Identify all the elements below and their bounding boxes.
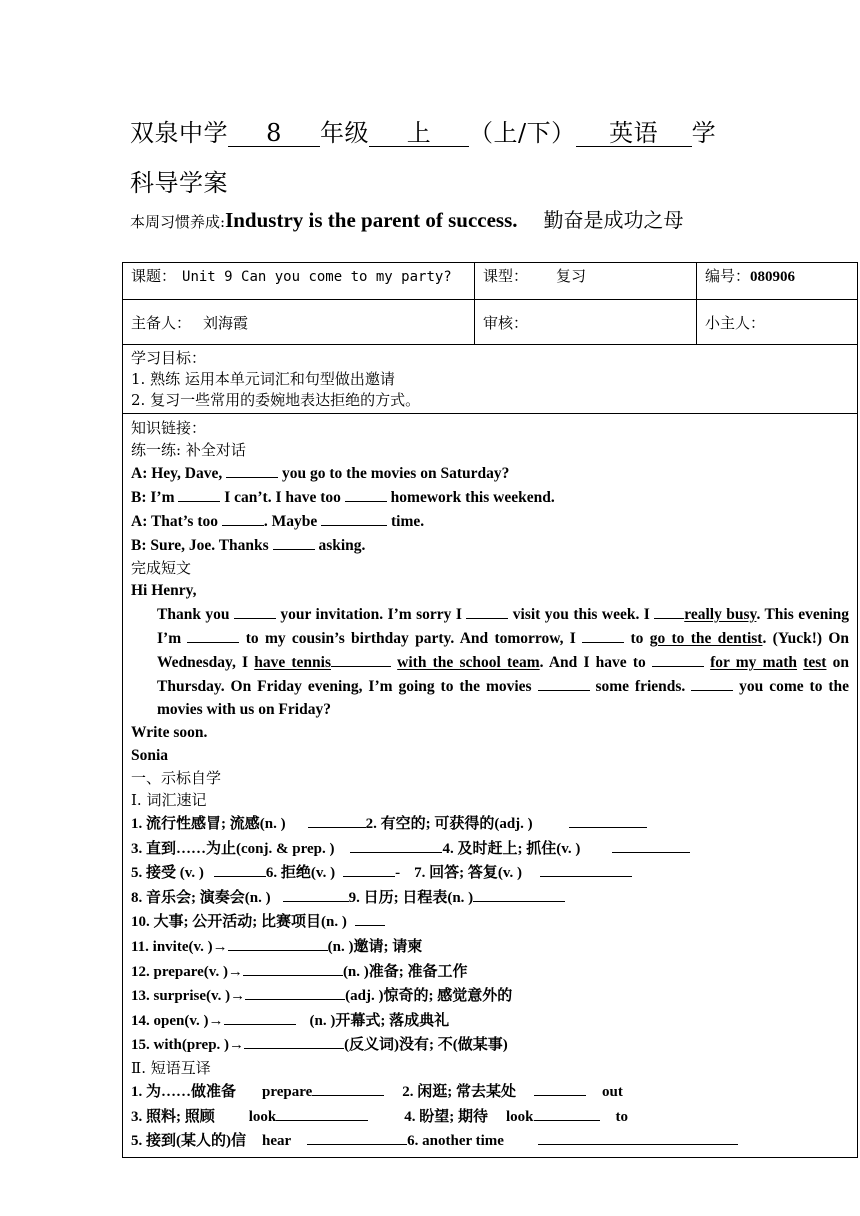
- phrase-heading: Ⅱ. 短语互译: [131, 1058, 211, 1077]
- topic-label: 课题：: [131, 267, 177, 285]
- preparer-value: 刘海霞: [203, 314, 249, 332]
- vocab-line: 10. 大事; 公开活动; 比赛项目(n. ): [131, 909, 849, 934]
- topic-cell: [123, 263, 475, 299]
- vocab-line: 13. surprise(v. )→ (adj. )惊奇的; 感觉意外的: [131, 983, 849, 1008]
- answer-blank[interactable]: [345, 485, 387, 502]
- grade-field: 8: [228, 120, 320, 147]
- weekly-habit: [130, 204, 684, 233]
- topic-value: Unit 9 Can you come to my party?: [182, 269, 452, 285]
- habit-motto-en: Industry is the parent of success.: [225, 208, 518, 232]
- letter-signature: Sonia: [131, 747, 169, 764]
- main-content: [123, 414, 857, 1157]
- goal-item: 1. 熟练 运用本单元词汇和句型做出邀请: [131, 370, 395, 388]
- letter-greeting: Hi Henry,: [131, 582, 197, 599]
- host-cell: [697, 300, 857, 344]
- dialog-line: B: I’m I can’t. I have too homework this weekend.: [131, 485, 849, 509]
- answer-blank[interactable]: [321, 509, 387, 526]
- number-cell: [697, 263, 857, 299]
- answer-blank[interactable]: [538, 674, 590, 691]
- letter-body: Thank you your invitation. I’m sorry I visit you this week. I really busy. This evening I’m to my cousin’s birthday party. And tomorrow, I to go to the dentist. (Yuck!) On Wednesday, I have tennis with the school team. And I have to for my math test on Thursday. On Friday evening, I’m going to the movies some friends. you come to the movies with us on Friday?: [131, 602, 849, 721]
- learning-goals: [123, 345, 857, 414]
- title-line2: 科导学案: [130, 169, 228, 197]
- answer-blank[interactable]: [245, 983, 345, 1000]
- phrase-line: 5. 接到(某人的)信 hear 6. another time: [131, 1128, 849, 1153]
- reviewer-label: 审核：: [483, 314, 529, 332]
- answer-blank[interactable]: [691, 674, 733, 691]
- worksheet-table: [122, 262, 858, 1158]
- answer-blank[interactable]: [276, 1104, 368, 1121]
- subject-suffix: 学: [691, 119, 717, 147]
- answer-blank[interactable]: [534, 1104, 600, 1121]
- school-name: 双泉中学: [130, 119, 228, 147]
- vocab-line: 11. invite(v. )→ (n. )邀请; 请柬: [131, 934, 849, 959]
- habit-label: 本周习惯养成:: [130, 213, 226, 231]
- knowledge-heading: 知识链接：: [131, 419, 207, 437]
- answer-blank[interactable]: [540, 860, 632, 877]
- answer-blank[interactable]: [228, 934, 328, 951]
- vocab-line: 5. 接受 (v. ) 6. 拒绝(v. ) - 7. 回答; 答复(v. ): [131, 860, 849, 885]
- type-cell: [475, 263, 697, 299]
- dialog-line: B: Sure, Joe. Thanks asking.: [131, 533, 849, 557]
- answer-blank[interactable]: [308, 811, 366, 828]
- vocab-heading: Ⅰ. 词汇速记: [131, 791, 207, 809]
- answer-blank[interactable]: [307, 1128, 407, 1145]
- vocab-line: 14. open(v. )→ (n. )开幕式; 落成典礼: [131, 1008, 849, 1033]
- answer-blank[interactable]: [534, 1079, 586, 1096]
- answer-blank[interactable]: [582, 626, 624, 643]
- answer-blank[interactable]: [343, 860, 395, 877]
- dialog-line: A: That’s too . Maybe time.: [131, 509, 849, 533]
- answer-blank[interactable]: [654, 602, 684, 619]
- vocab-line: 3. 直到……为止(conj. & prep. ) 4. 及时赶上; 抓住(v. ): [131, 836, 849, 861]
- goals-heading: 学习目标：: [131, 349, 207, 367]
- host-label: 小主人：: [705, 314, 766, 332]
- letter-closing: Write soon.: [131, 724, 208, 741]
- answer-blank[interactable]: [273, 533, 315, 550]
- info-row-2: [123, 300, 857, 345]
- answer-blank[interactable]: [538, 1128, 738, 1145]
- vocab-line: 1. 流行性感冒; 流感(n. ) 2. 有空的; 可获得的(adj. ): [131, 811, 849, 836]
- answer-blank[interactable]: [355, 909, 385, 926]
- answer-blank[interactable]: [226, 461, 278, 478]
- answer-blank[interactable]: [224, 1008, 296, 1025]
- phrase-line: 1. 为……做准备 prepare 2. 闲逛; 常去某处 out: [131, 1079, 849, 1104]
- preparer-label: 主备人：: [131, 314, 192, 332]
- grade-label: 年级: [320, 119, 369, 147]
- vocab-line: 8. 音乐会; 演奏会(n. ) 9. 日历; 日程表(n. ): [131, 885, 849, 910]
- answer-blank[interactable]: [178, 485, 220, 502]
- answer-blank[interactable]: [283, 885, 349, 902]
- answer-blank[interactable]: [243, 959, 343, 976]
- info-row-1: [123, 263, 857, 300]
- self-study-heading: 一、示标自学: [131, 769, 222, 787]
- preparer-cell: [123, 300, 475, 344]
- answer-blank[interactable]: [466, 602, 508, 619]
- type-value: 复习: [556, 267, 587, 285]
- answer-blank[interactable]: [222, 509, 264, 526]
- cloze-heading: 完成短文: [131, 559, 192, 577]
- vocab-line: 12. prepare(v. )→ (n. )准备; 准备工作: [131, 959, 849, 984]
- answer-blank[interactable]: [350, 836, 442, 853]
- dialog-line: A: Hey, Dave, you go to the movies on Saturday?: [131, 461, 849, 485]
- number-value: 080906: [750, 269, 796, 285]
- answer-blank[interactable]: [234, 602, 276, 619]
- answer-blank[interactable]: [473, 885, 565, 902]
- answer-blank[interactable]: [312, 1079, 384, 1096]
- type-label: 课型：: [483, 267, 529, 285]
- subject-field: 英语: [576, 120, 692, 147]
- answer-blank[interactable]: [652, 650, 704, 667]
- answer-blank[interactable]: [569, 811, 647, 828]
- page-title: [130, 112, 770, 204]
- answer-blank[interactable]: [331, 650, 391, 667]
- answer-blank[interactable]: [244, 1032, 344, 1049]
- number-label: 编号：: [705, 267, 751, 285]
- habit-motto-cn: 勤奋是成功之母: [543, 208, 684, 232]
- reviewer-cell: [475, 300, 697, 344]
- term-hint: （上/下）: [469, 119, 576, 147]
- answer-blank[interactable]: [187, 626, 239, 643]
- goal-item: 2. 复习一些常用的委婉地表达拒绝的方式。: [131, 391, 421, 409]
- practice-heading: 练一练: 补全对话: [131, 441, 246, 459]
- term-field: 上: [369, 120, 469, 147]
- vocab-line: 15. with(prep. )→ (反义词)没有; 不(做某事): [131, 1032, 849, 1057]
- answer-blank[interactable]: [612, 836, 690, 853]
- phrase-line: 3. 照料; 照顾 look 4. 盼望; 期待 look to: [131, 1104, 849, 1129]
- answer-blank[interactable]: [214, 860, 266, 877]
